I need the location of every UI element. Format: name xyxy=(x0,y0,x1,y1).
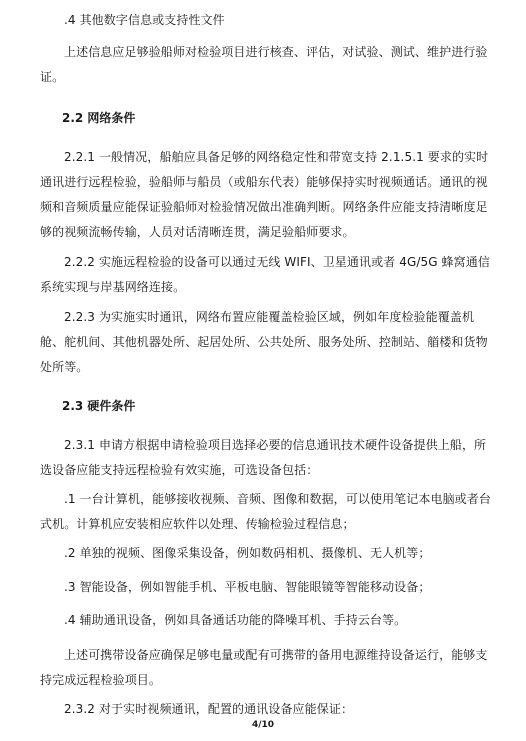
paragraph-2-2-1: 2.2.1 一般情况，船舶应具备足够的网络稳定性和带宽支持 2.1.5.1 要求的实时通讯进行远程检验，验船师与船员（或船东代表）能够保持实时视频通话。通讯的视频和音频质量应能保证验船师对检验情况做出准确判断。网络条件应能支持清晰度足够的视频流畅传输，人员对话清晰连贯，满足验船师要求。 xyxy=(40,150,489,239)
section-heading-2-2: 2.2 网络条件 xyxy=(62,111,136,125)
list-item-2: .2 单独的视频、图像采集设备，例如数码相机、摄像机、无人机等； xyxy=(64,546,431,560)
paragraph-2-2-2: 2.2.2 实施远程检验的设备可以通过无线 WIFI、卫星通讯或者 4G/5G 蜂窝通信系统实现与岸基网络连接。 xyxy=(40,255,490,294)
list-item-4: .4 辅助通讯设备，例如具备通话功能的降噪耳机、手持云台等。 xyxy=(64,613,407,627)
list-item-1: .1 一台计算机，能够接收视频、音频、图像和数据，可以使用笔记本电脑或者台式机。计算机应安装相应软件以处理、传输检验过程信息； xyxy=(40,492,491,531)
paragraph-2-3-1: 2.3.1 申请方根据申请检验项目选择必要的信息通讯技术硬件设备提供上船，所选设备应能支持远程检验有效实施，可选设备包括： xyxy=(40,438,487,477)
paragraph-2-2-3: 2.2.3 为实施实时通讯，网络布置应能覆盖检验区域，例如年度检验能覆盖机舱、舵机间、其他机器处所、起居处所、公共处所、服务处所、控制站、艏楼和货物处所等。 xyxy=(40,310,488,374)
paragraph-power-supply: 上述可携带设备应确保足够电量或配有可携带的备用电源维持设备运行，能够支持完成远程检验项目。 xyxy=(40,648,488,687)
section-heading-2-3: 2.3 硬件条件 xyxy=(62,399,136,413)
paragraph-verification: 上述信息应足够验船师对检验项目进行核查、评估，对试验、测试、维护进行验证。 xyxy=(40,45,488,84)
list-item-3: .3 智能设备，例如智能手机、平板电脑、智能眼镜等智能移动设备； xyxy=(64,580,431,594)
page-number: 4/10 xyxy=(251,720,275,730)
paragraph-item-4: .4 其他数字信息或支持性文件 xyxy=(64,13,225,27)
paragraph-2-3-2: 2.3.2 对于实时视频通讯，配置的通讯设备应能保证： xyxy=(64,702,354,716)
